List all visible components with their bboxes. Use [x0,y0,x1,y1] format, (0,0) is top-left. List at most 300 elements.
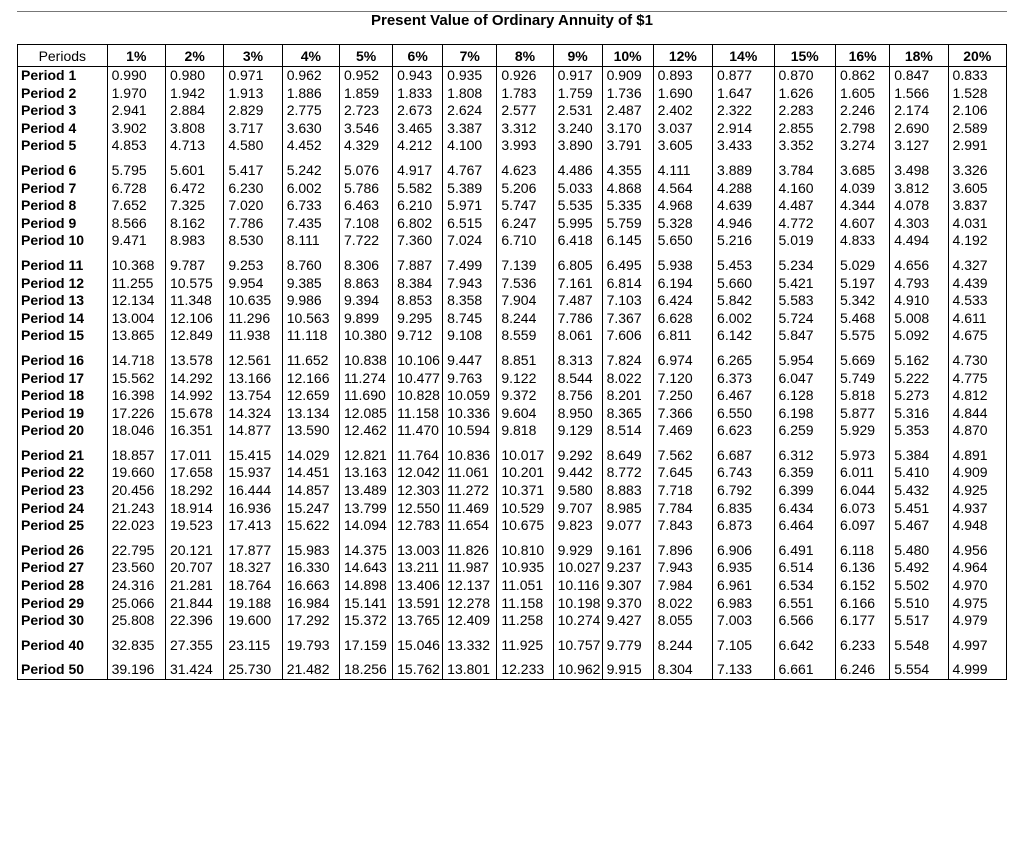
annuity-value: 2.914 [713,120,774,138]
annuity-value: 4.212 [393,137,443,155]
annuity-value: 2.991 [948,137,1006,155]
annuity-value: 6.399 [774,482,835,500]
annuity-value: 4.486 [553,155,602,180]
annuity-value: 6.044 [836,482,890,500]
period-label: Period 21 [18,440,108,465]
annuity-value: 10.594 [443,422,497,440]
annuity-value: 5.847 [774,327,835,345]
annuity-value: 6.002 [282,180,339,198]
annuity-value: 15.937 [224,464,282,482]
annuity-value: 15.247 [282,500,339,518]
annuity-value: 12.462 [340,422,393,440]
annuity-value: 10.635 [224,292,282,310]
annuity-value: 9.442 [553,464,602,482]
annuity-value: 6.097 [836,517,890,535]
annuity-value: 7.161 [553,275,602,293]
annuity-value: 4.031 [948,215,1006,233]
header-rate: 7% [443,45,497,67]
annuity-value: 19.600 [224,612,282,630]
annuity-value: 14.094 [340,517,393,535]
annuity-value: 2.855 [774,120,835,138]
annuity-value: 5.548 [890,630,948,655]
annuity-value: 2.673 [393,102,443,120]
annuity-value: 6.873 [713,517,774,535]
annuity-value: 1.833 [393,85,443,103]
period-label: Period 3 [18,102,108,120]
annuity-value: 1.690 [653,85,712,103]
annuity-value: 6.551 [774,595,835,613]
annuity-value: 4.329 [340,137,393,155]
annuity-value: 3.387 [443,120,497,138]
annuity-value: 12.550 [393,500,443,518]
annuity-value: 6.424 [653,292,712,310]
annuity-value: 6.743 [713,464,774,482]
annuity-value: 15.983 [282,535,339,560]
annuity-value: 6.312 [774,440,835,465]
annuity-value: 8.559 [497,327,553,345]
annuity-value: 4.288 [713,180,774,198]
annuity-value: 15.622 [282,517,339,535]
annuity-value: 0.952 [340,67,393,85]
period-label: Period 20 [18,422,108,440]
annuity-value: 8.022 [602,370,653,388]
annuity-value: 10.371 [497,482,553,500]
annuity-value: 11.274 [340,370,393,388]
annuity-value: 3.127 [890,137,948,155]
annuity-value: 6.802 [393,215,443,233]
annuity-value: 21.482 [282,654,339,679]
annuity-value: 0.877 [713,67,774,85]
annuity-value: 0.833 [948,67,1006,85]
annuity-value: 8.313 [553,345,602,370]
annuity-value: 2.246 [836,102,890,120]
annuity-value: 6.935 [713,559,774,577]
annuity-value: 11.296 [224,310,282,328]
annuity-value: 12.106 [165,310,223,328]
annuity-value: 5.216 [713,232,774,250]
annuity-value: 15.678 [165,405,223,423]
annuity-value: 6.359 [774,464,835,482]
annuity-value: 0.962 [282,67,339,85]
annuity-value: 3.685 [836,155,890,180]
annuity-value: 5.582 [393,180,443,198]
annuity-value: 12.085 [340,405,393,423]
table-title: Present Value of Ordinary Annuity of $1 [370,12,653,29]
annuity-value: 1.886 [282,85,339,103]
header-rate: 10% [602,45,653,67]
annuity-value: 4.997 [948,630,1006,655]
annuity-value: 5.273 [890,387,948,405]
annuity-value: 4.909 [948,464,1006,482]
annuity-value: 6.002 [713,310,774,328]
annuity-value: 9.580 [553,482,602,500]
annuity-value: 4.999 [948,654,1006,679]
annuity-value: 6.514 [774,559,835,577]
annuity-value: 7.606 [602,327,653,345]
annuity-value: 14.451 [282,464,339,482]
annuity-value: 5.786 [340,180,393,198]
annuity-value: 3.837 [948,197,1006,215]
annuity-value: 5.197 [836,275,890,293]
annuity-value: 0.971 [224,67,282,85]
table-row [18,517,1007,535]
annuity-value: 9.818 [497,422,553,440]
annuity-value: 7.105 [713,630,774,655]
annuity-value: 3.812 [890,180,948,198]
annuity-value: 8.304 [653,654,712,679]
annuity-value: 4.833 [836,232,890,250]
annuity-value: 3.352 [774,137,835,155]
annuity-value: 14.718 [107,345,165,370]
annuity-value: 6.811 [653,327,712,345]
table-row [18,292,1007,310]
annuity-value: 10.017 [497,440,553,465]
annuity-value: 4.039 [836,180,890,198]
annuity-value: 18.914 [165,500,223,518]
annuity-value: 10.116 [553,577,602,595]
table-body [18,67,1007,680]
annuity-value: 4.775 [948,370,1006,388]
annuity-value: 9.394 [340,292,393,310]
annuity-value: 6.210 [393,197,443,215]
annuity-value: 21.243 [107,500,165,518]
annuity-value: 5.162 [890,345,948,370]
annuity-value: 2.531 [553,102,602,120]
annuity-value: 8.022 [653,595,712,613]
annuity-value: 7.824 [602,345,653,370]
annuity-value: 4.344 [836,197,890,215]
annuity-value: 8.853 [393,292,443,310]
annuity-value: 4.853 [107,137,165,155]
annuity-value: 6.491 [774,535,835,560]
annuity-value: 7.843 [653,517,712,535]
annuity-value: 4.327 [948,250,1006,275]
annuity-value: 4.494 [890,232,948,250]
header-rate: 1% [107,45,165,67]
annuity-value: 18.327 [224,559,282,577]
annuity-value: 6.961 [713,577,774,595]
annuity-value: 6.628 [653,310,712,328]
annuity-value: 14.857 [282,482,339,500]
annuity-value: 5.973 [836,440,890,465]
annuity-value: 5.076 [340,155,393,180]
annuity-value: 4.355 [602,155,653,180]
annuity-value: 13.332 [443,630,497,655]
annuity-value: 1.566 [890,85,948,103]
annuity-value: 1.859 [340,85,393,103]
annuity-value: 13.406 [393,577,443,595]
annuity-value: 12.849 [165,327,223,345]
annuity-value: 6.047 [774,370,835,388]
annuity-value: 5.669 [836,345,890,370]
annuity-value: 4.639 [713,197,774,215]
annuity-value: 8.530 [224,232,282,250]
annuity-value: 6.814 [602,275,653,293]
annuity-value: 7.360 [393,232,443,250]
annuity-value: 4.656 [890,250,948,275]
annuity-value: 10.575 [165,275,223,293]
period-label: Period 23 [18,482,108,500]
annuity-value: 8.883 [602,482,653,500]
table-row [18,630,1007,655]
annuity-value: 4.946 [713,215,774,233]
annuity-value: 2.884 [165,102,223,120]
annuity-value: 17.413 [224,517,282,535]
annuity-value: 6.983 [713,595,774,613]
annuity-value: 5.421 [774,275,835,293]
table-row [18,440,1007,465]
annuity-value: 5.451 [890,500,948,518]
annuity-value: 4.979 [948,612,1006,630]
annuity-value: 5.650 [653,232,712,250]
annuity-value: 3.240 [553,120,602,138]
annuity-value: 7.786 [224,215,282,233]
annuity-value: 10.962 [553,654,602,679]
annuity-value: 4.439 [948,275,1006,293]
annuity-value: 4.192 [948,232,1006,250]
annuity-value: 6.550 [713,405,774,423]
annuity-value: 23.115 [224,630,282,655]
annuity-value: 13.004 [107,310,165,328]
annuity-value: 8.111 [282,232,339,250]
annuity-value: 14.992 [165,387,223,405]
annuity-value: 12.409 [443,612,497,630]
annuity-value: 6.166 [836,595,890,613]
period-label: Period 9 [18,215,108,233]
annuity-value: 14.898 [340,577,393,595]
period-label: Period 16 [18,345,108,370]
annuity-value: 12.821 [340,440,393,465]
annuity-value: 4.970 [948,577,1006,595]
annuity-value: 6.792 [713,482,774,500]
annuity-value: 2.775 [282,102,339,120]
annuity-value: 9.823 [553,517,602,535]
period-label: Period 13 [18,292,108,310]
annuity-value: 3.605 [948,180,1006,198]
annuity-value: 12.233 [497,654,553,679]
annuity-value: 1.970 [107,85,165,103]
table-row [18,327,1007,345]
table-row [18,180,1007,198]
header-rate: 8% [497,45,553,67]
table-row [18,310,1007,328]
table-row [18,120,1007,138]
annuity-value: 6.566 [774,612,835,630]
annuity-value: 9.763 [443,370,497,388]
annuity-value: 25.730 [224,654,282,679]
annuity-value: 9.954 [224,275,282,293]
annuity-value: 6.198 [774,405,835,423]
header-rate: 6% [393,45,443,67]
annuity-value: 18.256 [340,654,393,679]
annuity-value: 4.487 [774,197,835,215]
annuity-value: 2.577 [497,102,553,120]
annuity-value: 5.929 [836,422,890,440]
annuity-value: 11.258 [497,612,553,630]
annuity-value: 4.303 [890,215,948,233]
annuity-value: 2.941 [107,102,165,120]
annuity-value: 10.274 [553,612,602,630]
annuity-value: 0.862 [836,67,890,85]
annuity-value: 4.812 [948,387,1006,405]
table-row [18,215,1007,233]
annuity-value: 4.891 [948,440,1006,465]
annuity-value: 25.066 [107,595,165,613]
header-rate: 3% [224,45,282,67]
annuity-value: 12.278 [443,595,497,613]
annuity-value: 10.336 [443,405,497,423]
annuity-value: 0.943 [393,67,443,85]
annuity-value: 5.995 [553,215,602,233]
annuity-value: 7.003 [713,612,774,630]
annuity-value: 8.514 [602,422,653,440]
annuity-value: 18.764 [224,577,282,595]
table-row [18,345,1007,370]
period-label: Period 29 [18,595,108,613]
annuity-value: 10.757 [553,630,602,655]
annuity-value: 12.659 [282,387,339,405]
annuity-value: 5.468 [836,310,890,328]
period-label: Period 17 [18,370,108,388]
period-label: Period 30 [18,612,108,630]
annuity-value: 5.818 [836,387,890,405]
annuity-value: 8.983 [165,232,223,250]
annuity-value: 5.747 [497,197,553,215]
annuity-value: 4.767 [443,155,497,180]
annuity-value: 12.783 [393,517,443,535]
annuity-value: 12.134 [107,292,165,310]
annuity-value: 9.899 [340,310,393,328]
annuity-value: 7.487 [553,292,602,310]
annuity-value: 5.342 [836,292,890,310]
annuity-value: 7.139 [497,250,553,275]
annuity-value: 8.544 [553,370,602,388]
annuity-value: 13.211 [393,559,443,577]
annuity-value: 9.253 [224,250,282,275]
annuity-value: 15.141 [340,595,393,613]
annuity-value: 12.561 [224,345,282,370]
annuity-value: 6.464 [774,517,835,535]
annuity-value: 6.710 [497,232,553,250]
annuity-value: 7.562 [653,440,712,465]
annuity-value: 7.984 [653,577,712,595]
annuity-value: 14.643 [340,559,393,577]
annuity-value: 10.836 [443,440,497,465]
annuity-value: 17.658 [165,464,223,482]
annuity-value: 12.166 [282,370,339,388]
annuity-value: 19.793 [282,630,339,655]
annuity-value: 21.844 [165,595,223,613]
annuity-value: 11.158 [497,595,553,613]
annuity-value: 11.764 [393,440,443,465]
annuity-value: 23.560 [107,559,165,577]
annuity-value: 4.111 [653,155,712,180]
annuity-value: 11.654 [443,517,497,535]
annuity-value: 13.590 [282,422,339,440]
annuity-value: 8.365 [602,405,653,423]
table-row [18,422,1007,440]
annuity-value: 0.909 [602,67,653,85]
annuity-value: 4.564 [653,180,712,198]
annuity-value: 20.456 [107,482,165,500]
annuity-value: 8.055 [653,612,712,630]
annuity-value: 7.108 [340,215,393,233]
annuity-value: 11.272 [443,482,497,500]
annuity-value: 11.469 [443,500,497,518]
annuity-value: 8.244 [653,630,712,655]
annuity-value: 3.717 [224,120,282,138]
annuity-value: 4.964 [948,559,1006,577]
header-periods: Periods [18,45,108,67]
annuity-value: 3.808 [165,120,223,138]
period-label: Period 25 [18,517,108,535]
annuity-value: 39.196 [107,654,165,679]
annuity-value: 7.367 [602,310,653,328]
annuity-value: 7.645 [653,464,712,482]
annuity-value: 9.370 [602,595,653,613]
annuity-value: 12.303 [393,482,443,500]
annuity-value: 9.108 [443,327,497,345]
annuity-value: 22.396 [165,612,223,630]
annuity-value: 5.033 [553,180,602,198]
annuity-value: 20.707 [165,559,223,577]
annuity-value: 2.829 [224,102,282,120]
annuity-value: 2.106 [948,102,1006,120]
annuity-value: 21.281 [165,577,223,595]
annuity-value: 13.765 [393,612,443,630]
period-label: Period 8 [18,197,108,215]
period-label: Period 6 [18,155,108,180]
annuity-value: 5.954 [774,345,835,370]
annuity-value: 5.206 [497,180,553,198]
annuity-value: 5.510 [890,595,948,613]
annuity-value: 6.515 [443,215,497,233]
table-row [18,370,1007,388]
annuity-value: 5.328 [653,215,712,233]
annuity-value: 8.756 [553,387,602,405]
table-row [18,387,1007,405]
annuity-value: 9.122 [497,370,553,388]
annuity-value: 12.137 [443,577,497,595]
annuity-value: 2.487 [602,102,653,120]
annuity-value: 11.826 [443,535,497,560]
annuity-value: 15.046 [393,630,443,655]
annuity-value: 9.471 [107,232,165,250]
period-label: Period 4 [18,120,108,138]
table-row [18,500,1007,518]
table-row [18,559,1007,577]
annuity-value: 5.384 [890,440,948,465]
annuity-value: 4.533 [948,292,1006,310]
annuity-value: 13.591 [393,595,443,613]
annuity-value: 13.801 [443,654,497,679]
annuity-value: 11.938 [224,327,282,345]
table-row [18,612,1007,630]
header-rate: 2% [165,45,223,67]
annuity-value: 11.987 [443,559,497,577]
annuity-value: 16.351 [165,422,223,440]
annuity-value: 6.434 [774,500,835,518]
annuity-value: 6.805 [553,250,602,275]
annuity-value: 9.307 [602,577,653,595]
table-row [18,250,1007,275]
header-rate: 5% [340,45,393,67]
header-rate: 4% [282,45,339,67]
annuity-value: 9.295 [393,310,443,328]
annuity-value: 2.174 [890,102,948,120]
annuity-value: 5.222 [890,370,948,388]
annuity-value: 5.795 [107,155,165,180]
